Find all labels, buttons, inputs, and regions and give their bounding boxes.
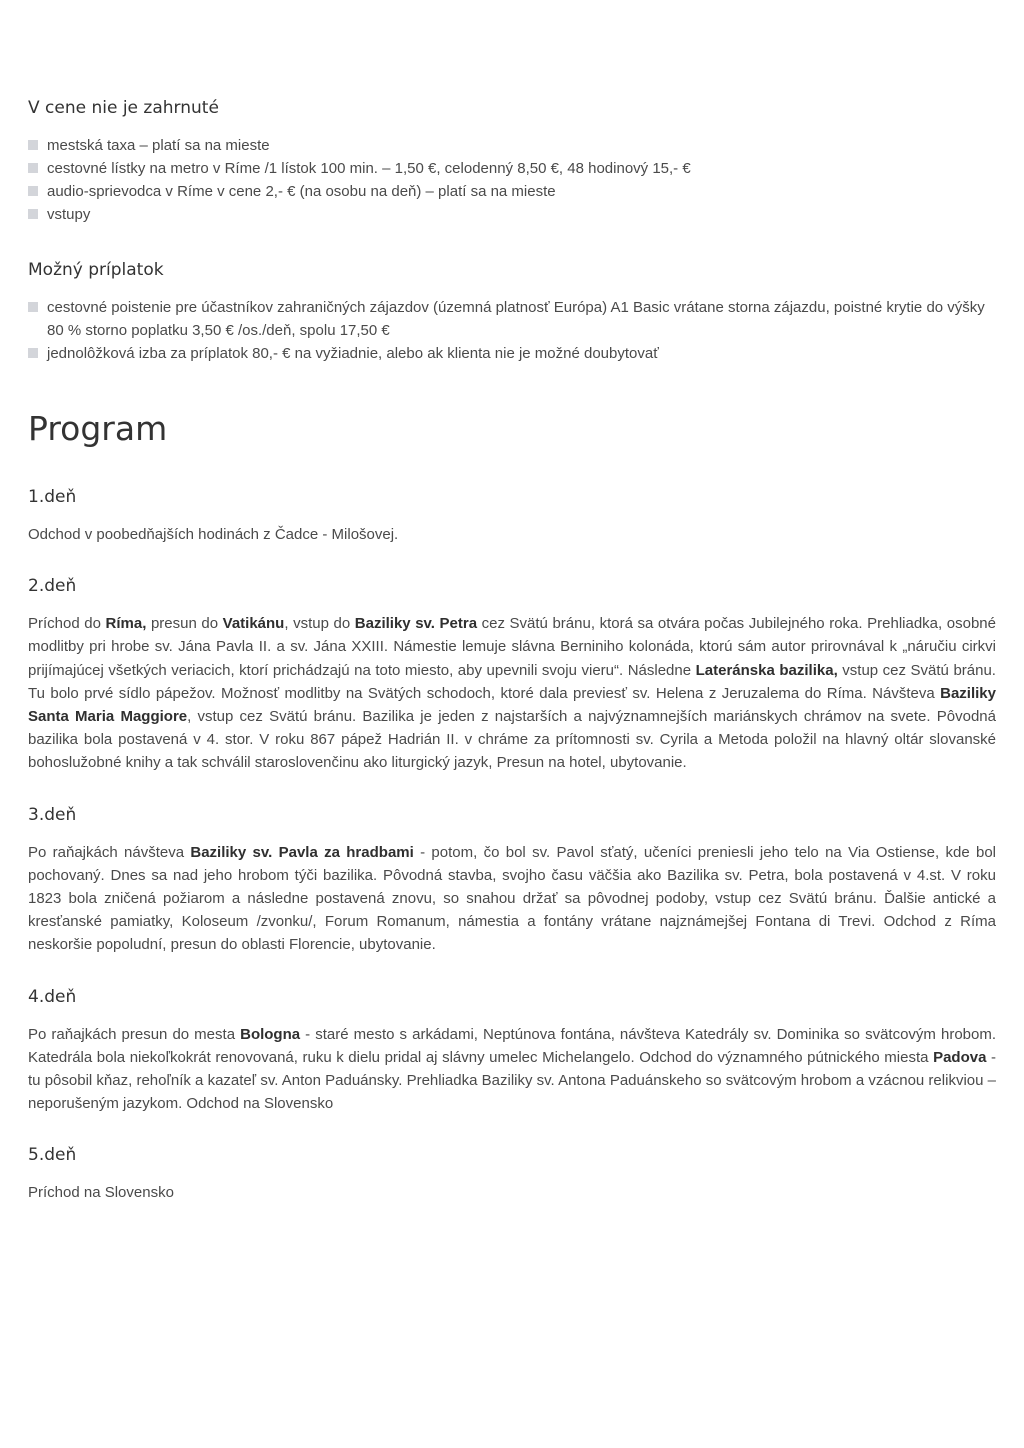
text-run: - potom, čo bol sv. Pavol sťatý, učeníci preniesli jeho telo na Via Ostiense, kde bol pochovaný. Dnes sa nad jeho hrobom týči bazilika. Pôvodná stavba, svojho času väčšia ako Bazilika sv. Petra, bola postavená v 4.st. V roku 1823 bola zničená požiarom a následne postavená znovu, so snahou držať sa pôvodnej podoby, vstup cez Svätú bránu. Ďalšie antické a kresťanské pamiatky, Koloseum /zvonku/, Forum Romanum, námestia a fontány vrátane najznámejšej Fontana di Trevi. Odchod z Ríma neskoršie popoludní, presun do oblasti Florencie, ubytovanie. (28, 843, 997, 954)
day-description (28, 841, 996, 957)
text-run: , vstup cez Svätú bránu. Bazilika je jeden z najstarších a najvýznamnejších mariánskych chrámov na svete. Pôvodná bazilika bola postavená v 4. stor. V roku 867 pápež Hadrián II. v chráme za prítomnosti sv. Cyrila a Metoda položil na hlavný oltár slovanské bohoslužobné knihy a tak schválil staroslovenčinu ako liturgický jazyk, Presun na hotel, ubytovanie. (28, 708, 996, 772)
bold-text: Vatikánu (222, 615, 285, 633)
bold-text: Padova (933, 1048, 987, 1066)
list-item: cestovné poistenie pre účastníkov zahraničných zájazdov (územná platnosť Európa) A1 Basic vrátane storna zájazdu, poistné krytie do výšky 80 % storno poplatku 3,50 € /os./deň, spolu 17,50 € (28, 296, 996, 342)
not-included-list (28, 134, 996, 226)
not-included-section (28, 96, 996, 226)
text-run: - tu pôsobil kňaz, rehoľník a kazateľ sv. Anton Paduánsky. Prehliadka Baziliky sv. Antona Paduánskeho so svätcovým hrobom a vzácnou relikviou – neporušeným jazykom. Odchod na Slovensko (28, 1048, 996, 1113)
day-description (28, 523, 996, 546)
day-heading: 3.deň (28, 804, 77, 825)
day-4 (28, 985, 996, 1116)
square-bullet-icon (28, 163, 38, 173)
square-bullet-icon (28, 302, 38, 312)
day-description (28, 1181, 996, 1204)
day-description (28, 612, 996, 774)
bold-text: Baziliky sv. Petra (354, 615, 478, 633)
text-run: Po raňajkách návšteva (28, 843, 191, 861)
document-page (28, 96, 996, 1233)
not-included-heading: V cene nie je zahrnuté (28, 98, 219, 118)
surcharge-heading: Možný príplatok (28, 260, 164, 280)
text-run: cez Svätú bránu, ktorá sa otvára počas Jubilejného roka. Prehliadka, osobné modlitby pri hrobe sv. Jána Pavla II. a sv. Jána XXIII. Námestie lemuje slávna Berniniho kolonáda, ktorú sám autor prirovnával k „náručiu cirkvi prijímajúcej všetkých veriacich, ktorí prichádzajú na toto miesto, aby upevnili svoju vieru“. Následne (28, 615, 996, 679)
day-2 (28, 574, 996, 774)
list-item: audio-sprievodca v Ríme v cene 2,- € (na osobu na deň) – platí sa na mieste (28, 180, 996, 203)
day-heading: 4.deň (28, 986, 77, 1007)
square-bullet-icon (28, 348, 38, 358)
square-bullet-icon (28, 186, 38, 196)
text-run: vstup cez Svätú bránu. Tu bolo prvé sídlo pápežov. Možnosť modlitby na Svätých schodoch, ktoré dala previesť sv. Helena z Jeruzalema do Ríma. Návšteva (28, 661, 996, 702)
text-run: presun do (146, 615, 223, 633)
bold-text: Ríma, (105, 615, 147, 633)
text-run: , vstup do (284, 615, 355, 633)
list-item: jednolôžková izba za príplatok 80,- € na vyžiadnie, alebo ak klienta nie je možné doubytovať (28, 342, 996, 365)
bold-text: Baziliky Santa Maria Maggiore (28, 684, 996, 726)
program-title: Program (28, 409, 168, 448)
day-3 (28, 803, 996, 957)
day-1 (28, 485, 996, 546)
day-heading: 5.deň (28, 1145, 77, 1166)
day-heading: 2.deň (28, 576, 77, 597)
list-item: mestská taxa – platí sa na mieste (28, 134, 996, 157)
square-bullet-icon (28, 140, 38, 150)
square-bullet-icon (28, 209, 38, 219)
text-run: Po raňajkách presun do mesta (28, 1025, 241, 1043)
bold-text: Bologna (240, 1025, 301, 1043)
text-run: Príchod do (28, 615, 106, 633)
bold-text: Lateránska bazilika, (695, 661, 838, 679)
text-run: Odchod v poobedňajších hodinách z Čadce - Milošovej. (28, 526, 399, 543)
list-item: cestovné lístky na metro v Ríme /1 lístok 100 min. – 1,50 €, celodenný 8,50 €, 48 hodinový 15,- € (28, 157, 996, 180)
surcharge-list (28, 296, 996, 365)
day-5 (28, 1143, 996, 1204)
day-description (28, 1023, 996, 1116)
program-days (28, 485, 996, 1205)
text-run: Príchod na Slovensko (28, 1184, 174, 1202)
list-item: vstupy (28, 203, 996, 226)
day-heading: 1.deň (28, 487, 77, 507)
surcharge-section (28, 258, 996, 365)
text-run: - staré mesto s arkádami, Neptúnova fontána, návšteva Katedrály sv. Dominika so svätcovým hrobom. Katedrála bola niekoľkokrát renovovaná, ruku k dielu pridal aj slávny umelec Michelangelo. Odchod do významného pútnického miesta (28, 1025, 997, 1066)
bold-text: Baziliky sv. Pavla za hradbami (190, 843, 414, 861)
